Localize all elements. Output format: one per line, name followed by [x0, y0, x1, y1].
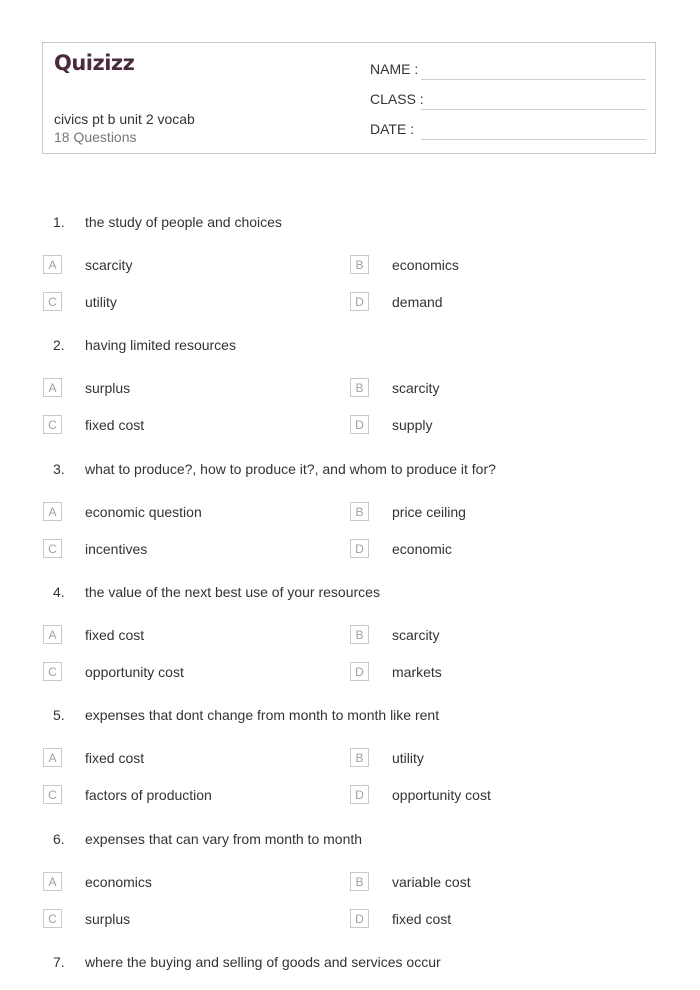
option-text: utility	[392, 750, 424, 766]
option-letter-box[interactable]: C	[43, 292, 62, 311]
worksheet-header	[42, 42, 656, 154]
option-text: utility	[85, 294, 117, 310]
question-number: 5.	[53, 707, 65, 723]
option-letter-box[interactable]: D	[350, 909, 369, 928]
date-line	[421, 139, 646, 140]
date-label: DATE :	[370, 121, 415, 137]
option-letter-box[interactable]: B	[350, 748, 369, 767]
option-text: economics	[85, 874, 152, 890]
option-letter-box[interactable]: C	[43, 539, 62, 558]
option-letter-box[interactable]: B	[350, 872, 369, 891]
class-line	[421, 109, 646, 110]
option-letter-box[interactable]: A	[43, 872, 62, 891]
question-number: 7.	[53, 954, 65, 970]
option-letter-box[interactable]: D	[350, 785, 369, 804]
question-text: what to produce?, how to produce it?, and whom to produce it for?	[85, 461, 496, 477]
question-text: the study of people and choices	[85, 214, 282, 230]
question-text: expenses that dont change from month to month like rent	[85, 707, 440, 723]
option-text: fixed cost	[85, 417, 145, 433]
name-label: NAME :	[370, 61, 419, 77]
question-number: 6.	[53, 831, 65, 847]
class-label: CLASS :	[370, 91, 424, 107]
option-text: variable cost	[392, 874, 471, 890]
option-text: demand	[392, 294, 443, 310]
option-letter-box[interactable]: A	[43, 625, 62, 644]
option-text: surplus	[85, 911, 131, 927]
option-text: fixed cost	[85, 750, 145, 766]
option-letter-box[interactable]: C	[43, 662, 62, 681]
quiz-title: civics pt b unit 2 vocab	[54, 111, 195, 127]
option-letter-box[interactable]: C	[43, 785, 62, 804]
option-text: fixed cost	[392, 911, 452, 927]
option-text: fixed cost	[85, 627, 145, 643]
option-letter-box[interactable]: A	[43, 502, 62, 521]
option-text: economic question	[85, 504, 202, 520]
option-letter-box[interactable]: A	[43, 378, 62, 397]
option-text: economic	[392, 541, 452, 557]
option-text: scarcity	[85, 257, 133, 273]
option-text: opportunity cost	[85, 664, 184, 680]
option-text: markets	[392, 664, 442, 680]
option-letter-box[interactable]: B	[350, 625, 369, 644]
option-letter-box[interactable]: D	[350, 662, 369, 681]
option-letter-box[interactable]: B	[350, 255, 369, 274]
option-text: price ceiling	[392, 504, 466, 520]
option-letter-box[interactable]: B	[350, 502, 369, 521]
question-number: 1.	[53, 214, 65, 230]
option-text: scarcity	[392, 380, 440, 396]
option-letter-box[interactable]: A	[43, 255, 62, 274]
question-number: 4.	[53, 584, 65, 600]
option-letter-box[interactable]: B	[350, 378, 369, 397]
option-text: supply	[392, 417, 433, 433]
option-letter-box[interactable]: D	[350, 415, 369, 434]
question-text: where the buying and selling of goods and services occur	[85, 954, 441, 970]
option-text: surplus	[85, 380, 131, 396]
question-text: expenses that can vary from month to month	[85, 831, 363, 847]
question-number: 3.	[53, 461, 65, 477]
option-text: economics	[392, 257, 459, 273]
option-letter-box[interactable]: A	[43, 748, 62, 767]
option-letter-box[interactable]: C	[43, 909, 62, 928]
option-text: factors of production	[85, 787, 212, 803]
question-number: 2.	[53, 337, 65, 353]
option-text: incentives	[85, 541, 148, 557]
option-text: opportunity cost	[392, 787, 491, 803]
option-text: scarcity	[392, 627, 440, 643]
option-letter-box[interactable]: D	[350, 539, 369, 558]
option-letter-box[interactable]: D	[350, 292, 369, 311]
option-letter-box[interactable]: C	[43, 415, 62, 434]
question-text: having limited resources	[85, 337, 236, 353]
quizizz-logo: Quizizz	[54, 51, 135, 75]
name-line	[421, 79, 646, 80]
question-text: the value of the next best use of your resources	[85, 584, 380, 600]
question-count: 18 Questions	[54, 129, 137, 145]
